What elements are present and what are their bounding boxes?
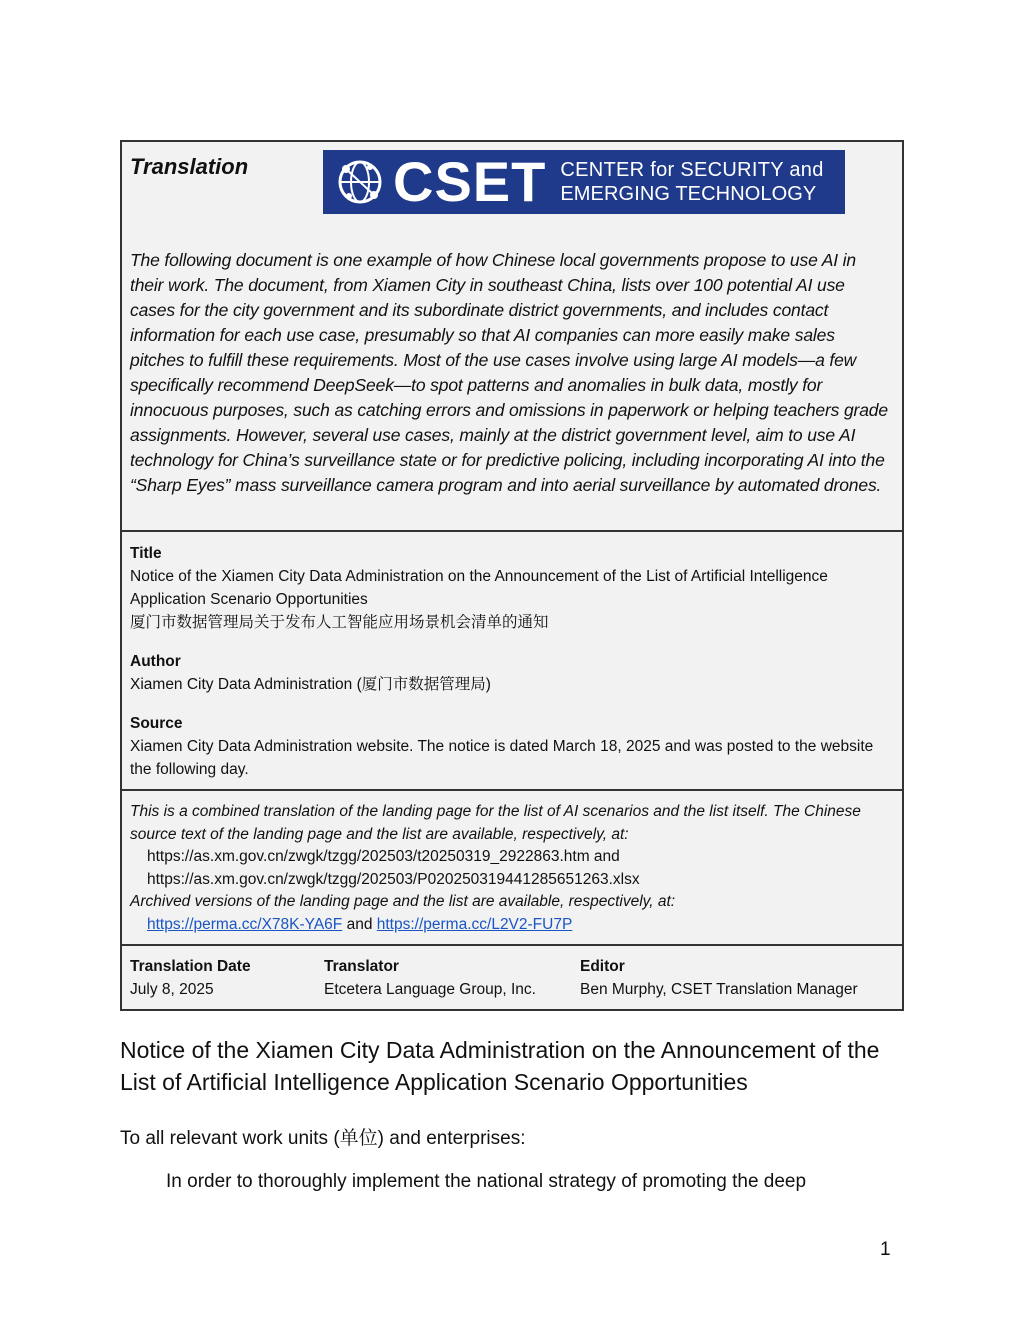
page-number: 1: [880, 1239, 891, 1260]
editor-heading: Editor: [580, 958, 625, 975]
archived-links: [130, 914, 894, 937]
source-intro: This is a combined translation of the landing page for the list of AI scenarios and the list itself. The Chinese source text of the landing page and the list are available, respectively, at:: [130, 803, 861, 843]
editor-column: [580, 956, 894, 1001]
editor-value: Ben Murphy, CSET Translation Manager: [580, 980, 858, 998]
translator-heading: Translator: [324, 958, 399, 975]
credits-section: [122, 946, 902, 1009]
logo-line-1: CENTER for SECURITY and: [560, 159, 824, 181]
title-chinese: 厦门市数据管理局关于发布人工智能应用场景机会清单的通知: [130, 614, 549, 631]
source-links-section: [122, 791, 902, 946]
source-value: Xiamen City Data Administration website. The notice is dated March 18, 2025 and was posted to the website the following day.: [130, 738, 874, 778]
logo-mark: CSET: [393, 150, 547, 213]
salutation: To all relevant work units (单位) and enterprises:: [120, 1128, 526, 1149]
summary-text: The following document is one example of how Chinese local governments propose to use AI in their work. The document, from Xiamen City in southeast China, lists over 100 potential AI use cases for the city government and its subordinate district governments, and includes contact information for each use case, presumably so that AI companies can more easily make sales pitches to fulfill these requirements. Most of the use cases involve using large AI models—a few specifically recommend DeepSeek—to spot patterns and anomalies in bulk data, mostly for innocuous purposes, such as catching errors and omissions in paperwork or helping teachers grade assignments. However, several use cases, mainly at the district government level, aim to use AI technology for China’s surveillance state or for predictive policing, including incorporating AI into the “Sharp Eyes” mass surveillance camera program and into aerial surveillance by automated drones.: [130, 250, 888, 495]
source-url-1: https://as.xm.gov.cn/zwgk/tzgg/202503/t20250319_2922863.htm: [147, 848, 590, 865]
author-heading: Author: [130, 653, 181, 670]
archived-intro: Archived versions of the landing page and the list are available, respectively, at:: [130, 893, 676, 910]
source-heading: Source: [130, 715, 183, 732]
body-paragraph-start: In order to thoroughly implement the national strategy of promoting the deep: [166, 1171, 807, 1192]
globe-network-icon: [337, 159, 383, 205]
translation-date-value: July 8, 2025: [130, 980, 214, 998]
document-title: Notice of the Xiamen City Data Administration on the Announcement of the List of Artificial Intelligence Application Scenario Opportunities: [120, 1037, 880, 1095]
logo-line-2: EMERGING TECHNOLOGY: [560, 183, 817, 205]
title-heading: Title: [130, 545, 162, 562]
translator-value: Etcetera Language Group, Inc.: [324, 980, 536, 998]
perma-link-2[interactable]: https://perma.cc/L2V2-FU7P: [376, 915, 573, 933]
translator-column: [324, 956, 580, 1001]
title-english: Notice of the Xiamen City Data Administration on the Announcement of the List of Artificial Intelligence Application Scenario Opportunities: [130, 568, 828, 608]
source-url-2: https://as.xm.gov.cn/zwgk/tzgg/202503/P020250319441285651263.xlsx: [147, 870, 640, 888]
logo-fullname: [560, 158, 823, 206]
translation-info-card: [120, 140, 904, 1011]
perma-link-1[interactable]: https://perma.cc/X78K-YA6F: [147, 915, 343, 933]
metadata-section: [122, 532, 902, 791]
cset-logo: [323, 150, 845, 214]
translation-date-heading: Translation Date: [130, 958, 251, 975]
translation-label: Translation: [130, 154, 249, 179]
and-text-1: and: [589, 848, 620, 865]
source-url-line-1: [130, 846, 894, 869]
summary-section: [122, 142, 902, 532]
translation-date-column: [130, 956, 324, 1001]
and-text-2: and: [342, 915, 377, 933]
author-value: Xiamen City Data Administration (厦门市数据管理局): [130, 676, 491, 693]
